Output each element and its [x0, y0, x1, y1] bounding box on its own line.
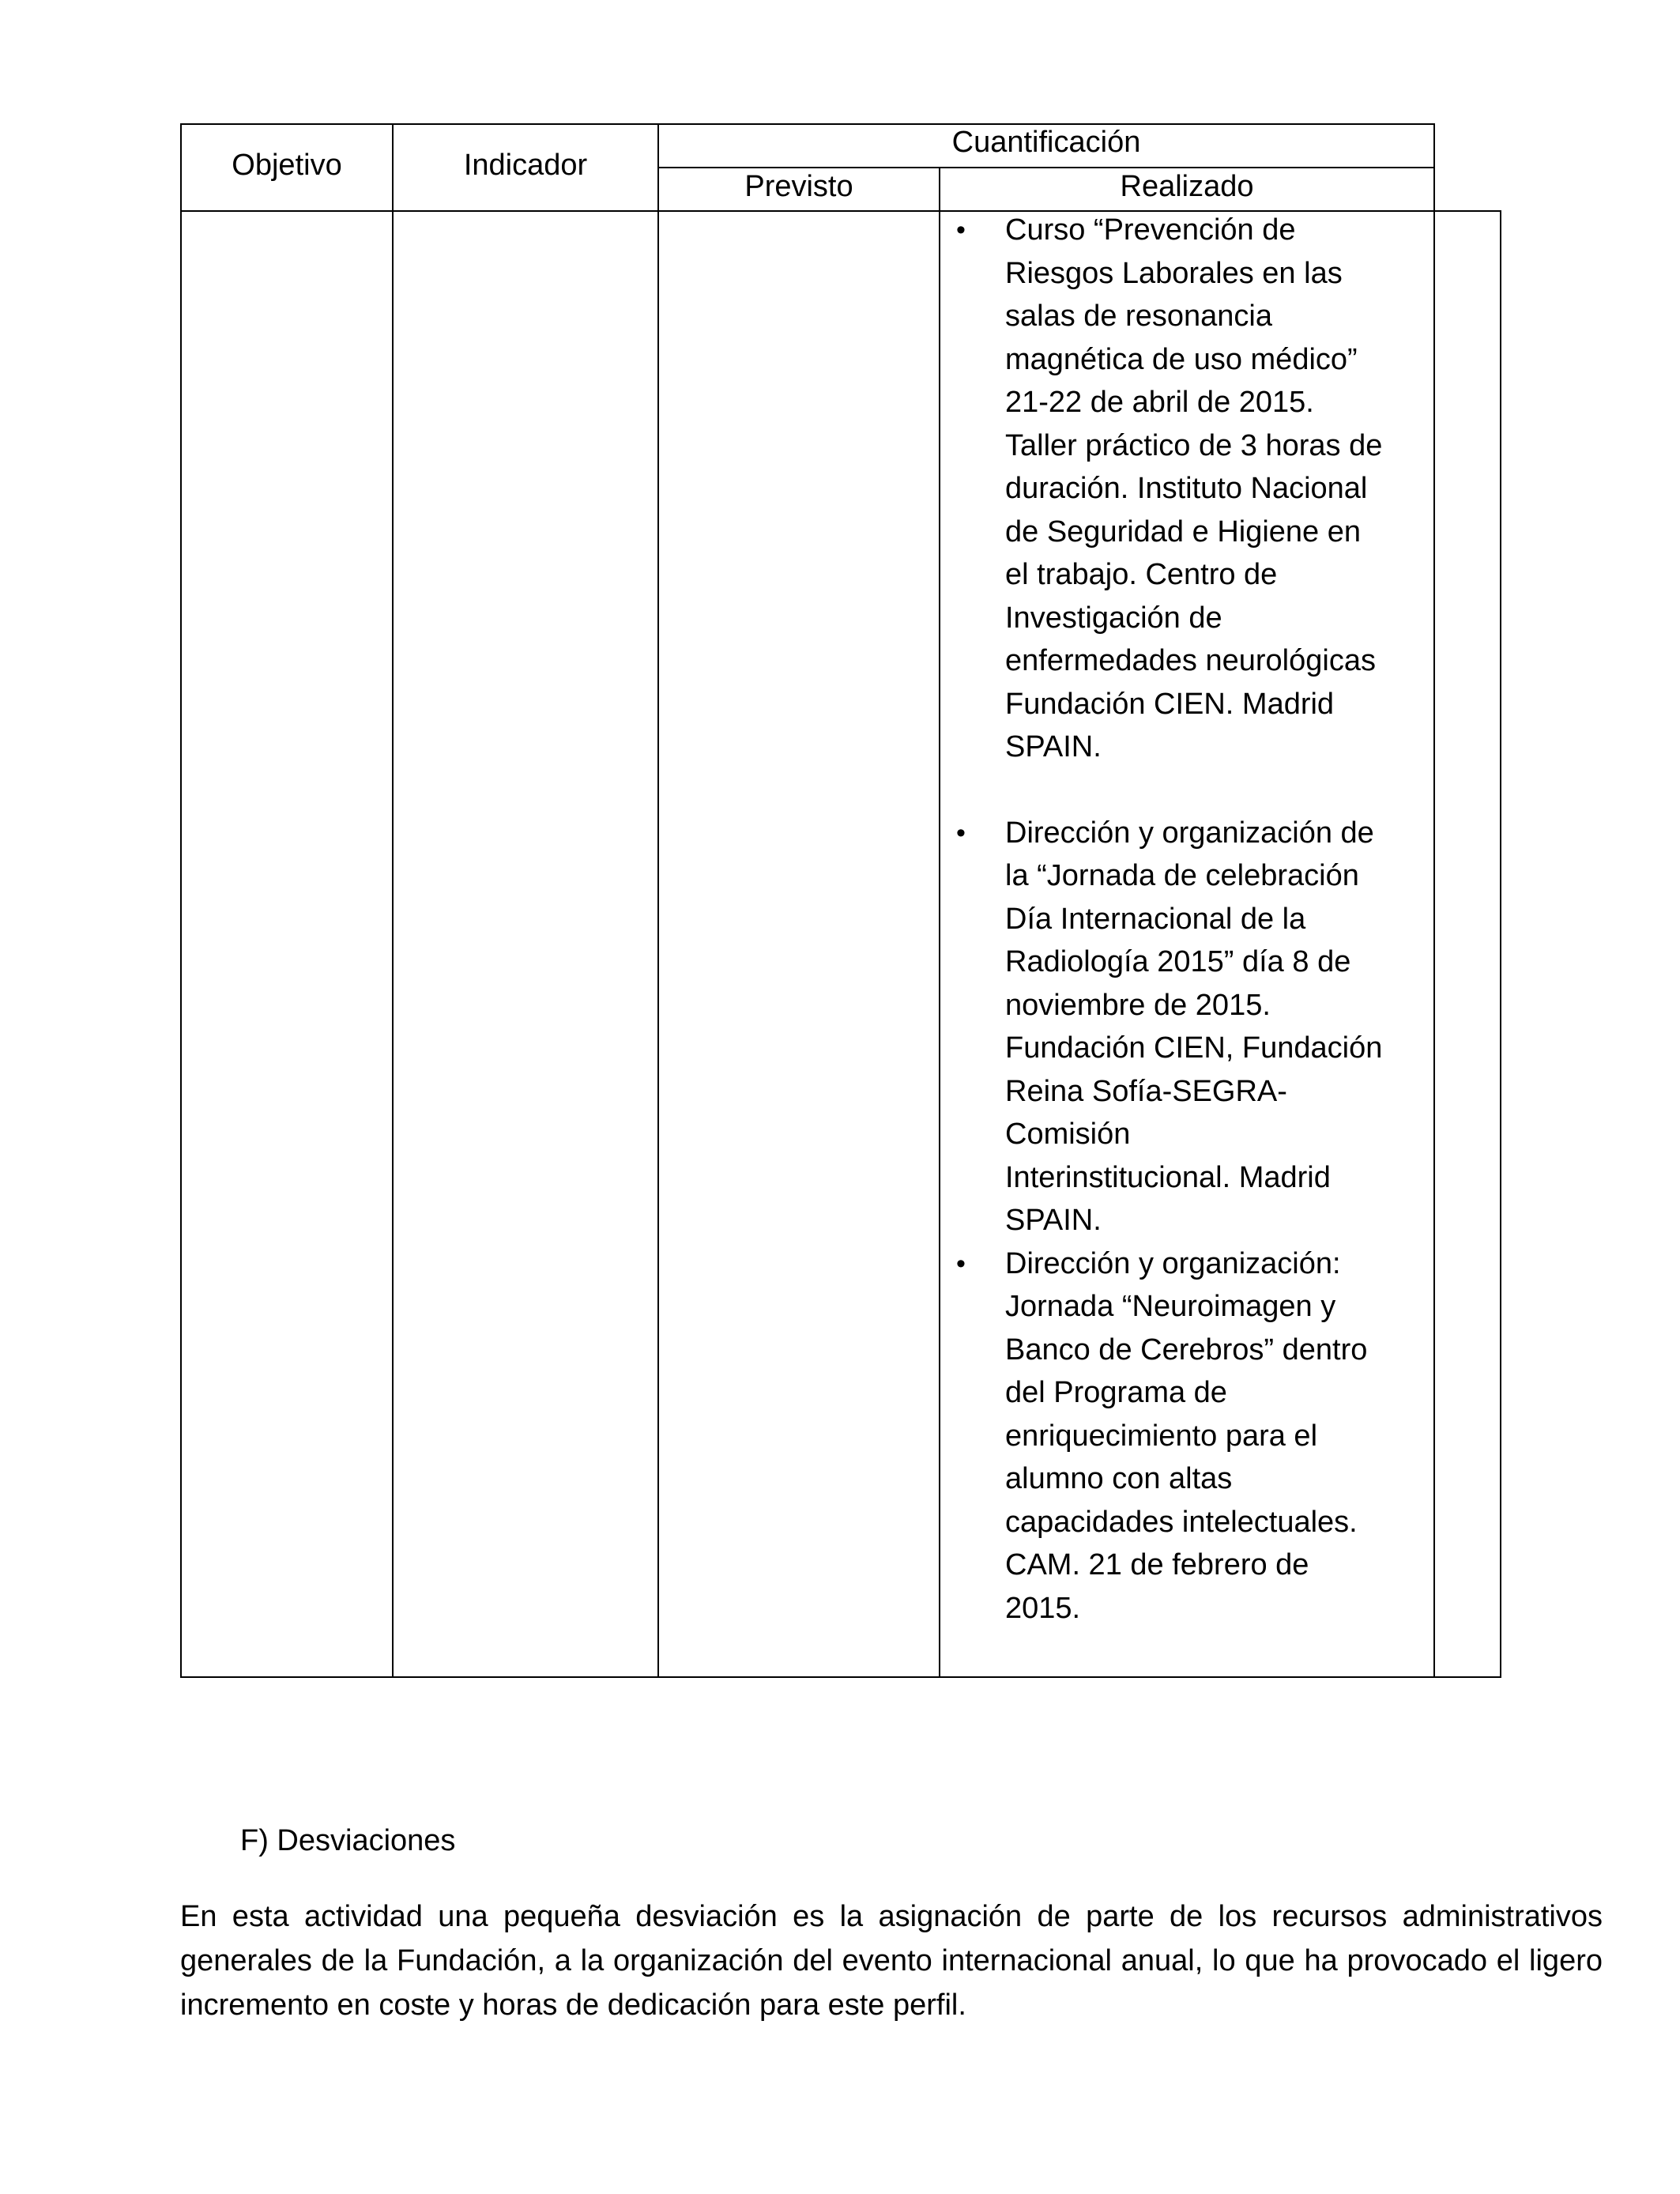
text-line: enfermedades neurológicas [1005, 644, 1376, 677]
text-line: capacidades intelectuales. [1005, 1505, 1358, 1539]
text-line: del Programa de [1005, 1376, 1227, 1409]
list-item [945, 812, 1443, 1242]
table-border [657, 123, 659, 1678]
text-line: Fundación CIEN. Madrid [1005, 687, 1335, 721]
list-item-text [1005, 1242, 1443, 1630]
text-line: Investigación de [1005, 601, 1222, 635]
text-line: el trabajo. Centro de [1005, 558, 1278, 591]
text-line: Curso “Prevención de [1005, 213, 1296, 247]
header-cuantificacion: Cuantificación [951, 126, 1141, 159]
text-line: duración. Instituto Nacional [1005, 472, 1368, 505]
table-border [1500, 210, 1501, 1678]
table-border [392, 123, 394, 1678]
header-realizado: Realizado [1120, 170, 1254, 203]
text-line: Riesgos Laborales en las [1005, 256, 1343, 290]
text-line: Dirección y organización: [1005, 1246, 1341, 1280]
bullet-icon: • [956, 215, 966, 245]
text-line: Dirección y organización de [1005, 816, 1374, 850]
text-line: Día Internacional de la [1005, 902, 1306, 936]
list-item-text [1005, 209, 1443, 769]
text-line: SPAIN. [1005, 730, 1102, 763]
header-objetivo: Objetivo [232, 149, 342, 182]
text-line: 21-22 de abril de 2015. [1005, 386, 1314, 419]
text-line: CAM. 21 de febrero de [1005, 1548, 1309, 1581]
text-line: Jornada “Neuroimagen y [1005, 1290, 1336, 1323]
section-paragraph: En esta actividad una pequeña desviación es la asignación de parte de los recursos administrativos generales de la Fundación, a la organización del evento internacional anual, lo que ha provocado el ligero incremento en coste y horas de dedicación para este perfil. [180, 1900, 1603, 2022]
text-line: 2015. [1005, 1591, 1081, 1625]
header-indicador: Indicador [463, 149, 588, 182]
text-line: Fundación CIEN, Fundación [1005, 1031, 1383, 1065]
table-border [180, 123, 182, 1678]
section-title: F) Desviaciones [240, 1824, 456, 1857]
text-line: Interinstitucional. Madrid [1005, 1160, 1331, 1194]
text-line: Taller práctico de 3 horas de [1005, 428, 1383, 462]
text-line: SPAIN. [1005, 1204, 1102, 1237]
realizado-list [945, 209, 1443, 1630]
text-line: salas de resonancia [1005, 300, 1272, 333]
text-line: alumno con altas [1005, 1462, 1233, 1495]
text-line: magnética de uso médico” [1005, 342, 1358, 376]
text-line: Banco de Cerebros” dentro [1005, 1333, 1368, 1367]
header-previsto: Previsto [744, 170, 853, 203]
list-item [945, 1242, 1443, 1630]
list-item [945, 209, 1443, 769]
text-line: enriquecimiento para el [1005, 1419, 1318, 1453]
table-border [939, 167, 940, 1678]
bullet-icon: • [956, 1248, 966, 1279]
text-line: de Seguridad e Higiene en [1005, 515, 1362, 548]
text-line: noviembre de 2015. [1005, 988, 1271, 1022]
text-line: Reina Sofía-SEGRA- [1005, 1074, 1287, 1108]
text-line: Comisión [1005, 1118, 1131, 1151]
bullet-icon: • [956, 817, 966, 848]
list-item-text [1005, 812, 1443, 1242]
table-border [180, 1676, 1501, 1678]
text-line: la “Jornada de celebración [1005, 859, 1359, 892]
text-line: Radiología 2015” día 8 de [1005, 945, 1351, 978]
